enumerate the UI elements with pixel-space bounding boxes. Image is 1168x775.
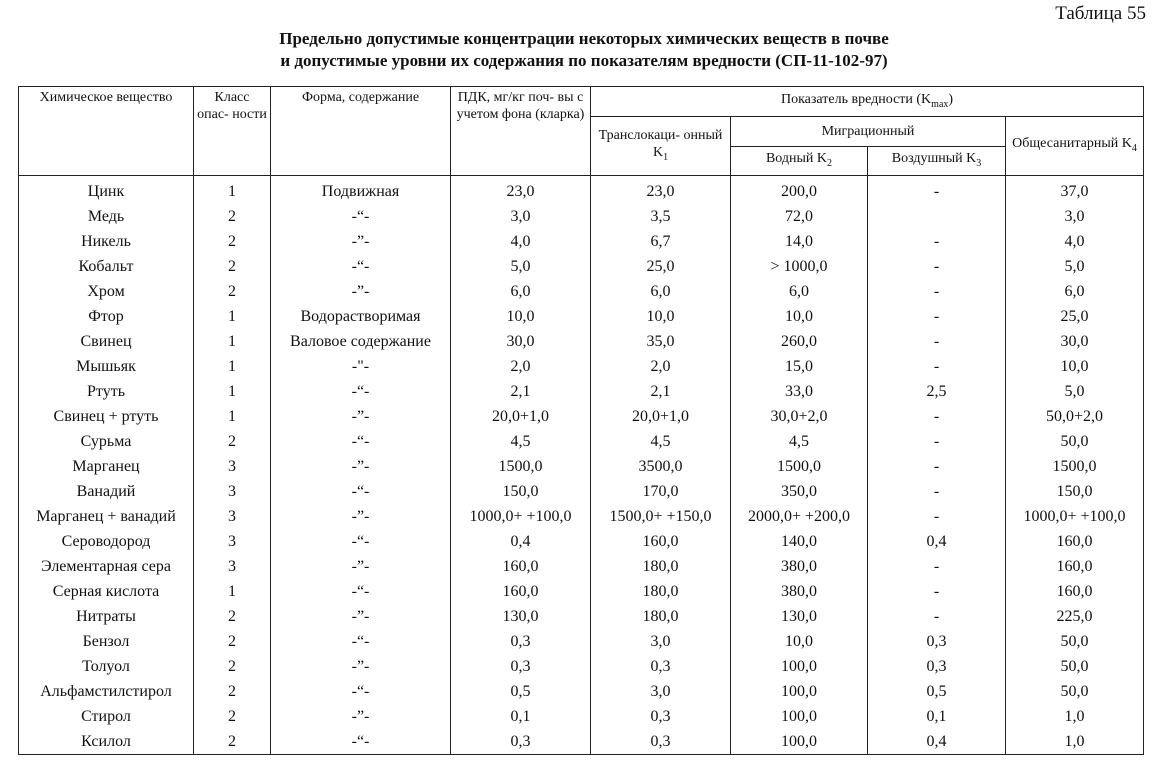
cell-form: -“- bbox=[271, 204, 451, 229]
cell-form: -“- bbox=[271, 679, 451, 704]
cell-hazard-class: 2 bbox=[194, 429, 271, 454]
header-air: Воздушный $K_3$ bbox=[868, 147, 1006, 176]
cell-sanitary: 4,0 bbox=[1006, 229, 1144, 254]
cell-water: 260,0 bbox=[731, 329, 868, 354]
cell-form: -“- bbox=[271, 254, 451, 279]
cell-form: -”- bbox=[271, 704, 451, 729]
cell-translocation: 3,0 bbox=[591, 629, 731, 654]
cell-air: 0,5 bbox=[868, 679, 1006, 704]
table-row bbox=[19, 704, 1144, 729]
cell-substance: Альфамстилстирол bbox=[19, 679, 194, 704]
cell-form: -”- bbox=[271, 404, 451, 429]
cell-sanitary: 10,0 bbox=[1006, 354, 1144, 379]
cell-sanitary: 1500,0 bbox=[1006, 454, 1144, 479]
cell-substance: Хром bbox=[19, 279, 194, 304]
cell-water: 380,0 bbox=[731, 579, 868, 604]
cell-translocation: 25,0 bbox=[591, 254, 731, 279]
table-number: Таблица 55 bbox=[1055, 3, 1146, 24]
cell-air: 0,4 bbox=[868, 729, 1006, 755]
header-hazard-indicator: Показатель вредности $(K_{max})$ bbox=[591, 87, 1144, 117]
cell-air: - bbox=[868, 279, 1006, 304]
cell-form: -"- bbox=[271, 354, 451, 379]
cell-air bbox=[868, 204, 1006, 229]
cell-translocation: 4,5 bbox=[591, 429, 731, 454]
cell-form: -“- bbox=[271, 529, 451, 554]
cell-sanitary: 6,0 bbox=[1006, 279, 1144, 304]
cell-substance: Цинк bbox=[19, 176, 194, 205]
cell-pdk: 3,0 bbox=[451, 204, 591, 229]
cell-water: 4,5 bbox=[731, 429, 868, 454]
table-row bbox=[19, 279, 1144, 304]
cell-sanitary: 1000,0+ +100,0 bbox=[1006, 504, 1144, 529]
table-row bbox=[19, 354, 1144, 379]
table-row bbox=[19, 429, 1144, 454]
cell-hazard-class: 2 bbox=[194, 254, 271, 279]
cell-water: 14,0 bbox=[731, 229, 868, 254]
cell-hazard-class: 2 bbox=[194, 604, 271, 629]
cell-substance: Ксилол bbox=[19, 729, 194, 755]
cell-sanitary: 1,0 bbox=[1006, 704, 1144, 729]
table-body bbox=[19, 176, 1144, 755]
table-row bbox=[19, 176, 1144, 205]
table-row bbox=[19, 604, 1144, 629]
cell-hazard-class: 3 bbox=[194, 504, 271, 529]
cell-air: - bbox=[868, 354, 1006, 379]
cell-translocation: 6,0 bbox=[591, 279, 731, 304]
cell-form: Валовое содержание bbox=[271, 329, 451, 354]
cell-air: - bbox=[868, 429, 1006, 454]
cell-hazard-class: 1 bbox=[194, 579, 271, 604]
cell-pdk: 5,0 bbox=[451, 254, 591, 279]
cell-substance: Марганец bbox=[19, 454, 194, 479]
header-form: Форма, содержание bbox=[271, 87, 451, 176]
cell-substance: Никель bbox=[19, 229, 194, 254]
cell-sanitary: 37,0 bbox=[1006, 176, 1144, 205]
cell-sanitary: 160,0 bbox=[1006, 529, 1144, 554]
cell-form: -”- bbox=[271, 504, 451, 529]
cell-substance: Элементарная сера bbox=[19, 554, 194, 579]
cell-pdk: 10,0 bbox=[451, 304, 591, 329]
cell-air: - bbox=[868, 176, 1006, 205]
cell-form: -”- bbox=[271, 604, 451, 629]
header-pdk: ПДК, мг/кг поч- вы с учетом фона (кларка) bbox=[451, 87, 591, 176]
cell-translocation: 6,7 bbox=[591, 229, 731, 254]
cell-air: - bbox=[868, 329, 1006, 354]
table-row bbox=[19, 629, 1144, 654]
cell-pdk: 4,5 bbox=[451, 429, 591, 454]
cell-substance: Свинец + ртуть bbox=[19, 404, 194, 429]
cell-sanitary: 150,0 bbox=[1006, 479, 1144, 504]
cell-hazard-class: 1 bbox=[194, 354, 271, 379]
cell-hazard-class: 2 bbox=[194, 654, 271, 679]
cell-hazard-class: 2 bbox=[194, 704, 271, 729]
cell-substance: Медь bbox=[19, 204, 194, 229]
cell-sanitary: 50,0 bbox=[1006, 654, 1144, 679]
table-row bbox=[19, 529, 1144, 554]
cell-pdk: 2,1 bbox=[451, 379, 591, 404]
cell-water: > 1000,0 bbox=[731, 254, 868, 279]
cell-water: 100,0 bbox=[731, 704, 868, 729]
cell-sanitary: 30,0 bbox=[1006, 329, 1144, 354]
cell-water: 6,0 bbox=[731, 279, 868, 304]
cell-substance: Марганец + ванадий bbox=[19, 504, 194, 529]
cell-air: 2,5 bbox=[868, 379, 1006, 404]
cell-pdk: 1000,0+ +100,0 bbox=[451, 504, 591, 529]
cell-hazard-class: 2 bbox=[194, 629, 271, 654]
cell-form: -“- bbox=[271, 729, 451, 755]
cell-water: 30,0+2,0 bbox=[731, 404, 868, 429]
cell-form: Водорастворимая bbox=[271, 304, 451, 329]
cell-pdk: 20,0+1,0 bbox=[451, 404, 591, 429]
cell-form: Подвижная bbox=[271, 176, 451, 205]
cell-pdk: 0,5 bbox=[451, 679, 591, 704]
table-row bbox=[19, 679, 1144, 704]
cell-substance: Бензол bbox=[19, 629, 194, 654]
cell-pdk: 160,0 bbox=[451, 554, 591, 579]
cell-translocation: 2,1 bbox=[591, 379, 731, 404]
cell-water: 100,0 bbox=[731, 679, 868, 704]
cell-pdk: 0,4 bbox=[451, 529, 591, 554]
table-row bbox=[19, 379, 1144, 404]
cell-substance: Кобальт bbox=[19, 254, 194, 279]
cell-sanitary: 160,0 bbox=[1006, 554, 1144, 579]
cell-water: 10,0 bbox=[731, 629, 868, 654]
cell-substance: Стирол bbox=[19, 704, 194, 729]
cell-hazard-class: 3 bbox=[194, 454, 271, 479]
cell-air: 0,1 bbox=[868, 704, 1006, 729]
cell-water: 350,0 bbox=[731, 479, 868, 504]
cell-form: -“- bbox=[271, 479, 451, 504]
cell-pdk: 160,0 bbox=[451, 579, 591, 604]
cell-pdk: 130,0 bbox=[451, 604, 591, 629]
cell-water: 380,0 bbox=[731, 554, 868, 579]
cell-form: -“- bbox=[271, 379, 451, 404]
cell-hazard-class: 1 bbox=[194, 329, 271, 354]
cell-translocation: 0,3 bbox=[591, 654, 731, 679]
cell-pdk: 23,0 bbox=[451, 176, 591, 205]
cell-substance: Толуол bbox=[19, 654, 194, 679]
title-line-1: Предельно допустимые концентрации некоторых химических веществ в почве bbox=[279, 29, 889, 48]
cell-pdk: 6,0 bbox=[451, 279, 591, 304]
cell-water: 140,0 bbox=[731, 529, 868, 554]
cell-water: 15,0 bbox=[731, 354, 868, 379]
header-substance: Химическое вещество bbox=[19, 87, 194, 176]
cell-pdk: 0,3 bbox=[451, 654, 591, 679]
cell-translocation: 35,0 bbox=[591, 329, 731, 354]
cell-pdk: 0,1 bbox=[451, 704, 591, 729]
cell-substance: Ванадий bbox=[19, 479, 194, 504]
cell-form: -“- bbox=[271, 579, 451, 604]
header-sanitary: Общесанитарный $K_4$ bbox=[1006, 117, 1144, 176]
cell-air: - bbox=[868, 604, 1006, 629]
cell-translocation: 23,0 bbox=[591, 176, 731, 205]
cell-translocation: 1500,0+ +150,0 bbox=[591, 504, 731, 529]
cell-hazard-class: 1 bbox=[194, 379, 271, 404]
cell-air: - bbox=[868, 579, 1006, 604]
cell-water: 2000,0+ +200,0 bbox=[731, 504, 868, 529]
cell-water: 1500,0 bbox=[731, 454, 868, 479]
cell-sanitary: 50,0 bbox=[1006, 679, 1144, 704]
cell-substance: Мышьяк bbox=[19, 354, 194, 379]
cell-translocation: 3,5 bbox=[591, 204, 731, 229]
cell-form: -“- bbox=[271, 629, 451, 654]
cell-air: - bbox=[868, 454, 1006, 479]
cell-water: 72,0 bbox=[731, 204, 868, 229]
cell-water: 100,0 bbox=[731, 654, 868, 679]
cell-form: -“- bbox=[271, 429, 451, 454]
table-row bbox=[19, 554, 1144, 579]
cell-translocation: 180,0 bbox=[591, 554, 731, 579]
table-row bbox=[19, 454, 1144, 479]
cell-translocation: 180,0 bbox=[591, 604, 731, 629]
cell-sanitary: 225,0 bbox=[1006, 604, 1144, 629]
cell-hazard-class: 2 bbox=[194, 279, 271, 304]
cell-translocation: 3,0 bbox=[591, 679, 731, 704]
cell-sanitary: 1,0 bbox=[1006, 729, 1144, 755]
cell-hazard-class: 2 bbox=[194, 229, 271, 254]
title-line-2: и допустимые уровни их содержания по показателям вредности (СП-11-102-97) bbox=[280, 51, 888, 70]
cell-air: 0,3 bbox=[868, 629, 1006, 654]
table-row bbox=[19, 479, 1144, 504]
cell-hazard-class: 3 bbox=[194, 529, 271, 554]
cell-sanitary: 25,0 bbox=[1006, 304, 1144, 329]
cell-hazard-class: 3 bbox=[194, 479, 271, 504]
cell-sanitary: 50,0 bbox=[1006, 429, 1144, 454]
cell-water: 10,0 bbox=[731, 304, 868, 329]
cell-translocation: 160,0 bbox=[591, 529, 731, 554]
table-row bbox=[19, 504, 1144, 529]
cell-hazard-class: 2 bbox=[194, 679, 271, 704]
table-row bbox=[19, 579, 1144, 604]
cell-hazard-class: 3 bbox=[194, 554, 271, 579]
cell-form: -”- bbox=[271, 554, 451, 579]
header-water: Водный $K_2$ bbox=[731, 147, 868, 176]
cell-translocation: 0,3 bbox=[591, 729, 731, 755]
cell-translocation: 10,0 bbox=[591, 304, 731, 329]
cell-pdk: 0,3 bbox=[451, 729, 591, 755]
cell-translocation: 170,0 bbox=[591, 479, 731, 504]
table-row bbox=[19, 204, 1144, 229]
cell-substance: Свинец bbox=[19, 329, 194, 354]
cell-translocation: 3500,0 bbox=[591, 454, 731, 479]
cell-sanitary: 3,0 bbox=[1006, 204, 1144, 229]
cell-form: -”- bbox=[271, 279, 451, 304]
cell-substance: Сурьма bbox=[19, 429, 194, 454]
cell-substance: Серная кислота bbox=[19, 579, 194, 604]
cell-water: 100,0 bbox=[731, 729, 868, 755]
cell-hazard-class: 2 bbox=[194, 729, 271, 755]
cell-water: 33,0 bbox=[731, 379, 868, 404]
pdk-table bbox=[18, 86, 1144, 755]
cell-pdk: 0,3 bbox=[451, 629, 591, 654]
cell-translocation: 180,0 bbox=[591, 579, 731, 604]
cell-hazard-class: 1 bbox=[194, 404, 271, 429]
table-row bbox=[19, 404, 1144, 429]
cell-pdk: 30,0 bbox=[451, 329, 591, 354]
cell-hazard-class: 2 bbox=[194, 204, 271, 229]
cell-air: 0,4 bbox=[868, 529, 1006, 554]
cell-substance: Сероводород bbox=[19, 529, 194, 554]
cell-translocation: 20,0+1,0 bbox=[591, 404, 731, 429]
header-migration: Миграционный bbox=[731, 117, 1006, 147]
cell-air: 0,3 bbox=[868, 654, 1006, 679]
cell-water: 200,0 bbox=[731, 176, 868, 205]
cell-substance: Фтор bbox=[19, 304, 194, 329]
cell-translocation: 2,0 bbox=[591, 354, 731, 379]
document-title bbox=[0, 28, 1168, 72]
cell-sanitary: 160,0 bbox=[1006, 579, 1144, 604]
cell-air: - bbox=[868, 229, 1006, 254]
cell-pdk: 1500,0 bbox=[451, 454, 591, 479]
cell-hazard-class: 1 bbox=[194, 304, 271, 329]
cell-sanitary: 50,0 bbox=[1006, 629, 1144, 654]
cell-air: - bbox=[868, 554, 1006, 579]
cell-air: - bbox=[868, 304, 1006, 329]
table-row bbox=[19, 254, 1144, 279]
table-row bbox=[19, 329, 1144, 354]
cell-sanitary: 50,0+2,0 bbox=[1006, 404, 1144, 429]
cell-pdk: 4,0 bbox=[451, 229, 591, 254]
cell-pdk: 2,0 bbox=[451, 354, 591, 379]
cell-air: - bbox=[868, 479, 1006, 504]
cell-form: -”- bbox=[271, 454, 451, 479]
cell-sanitary: 5,0 bbox=[1006, 379, 1144, 404]
cell-pdk: 150,0 bbox=[451, 479, 591, 504]
table-row bbox=[19, 654, 1144, 679]
cell-form: -”- bbox=[271, 654, 451, 679]
header-translocation: Транслокаци- онный $K_1$ bbox=[591, 117, 731, 176]
cell-water: 130,0 bbox=[731, 604, 868, 629]
table-row bbox=[19, 304, 1144, 329]
cell-substance: Нитраты bbox=[19, 604, 194, 629]
header-hazard-class: Класс опас- ности bbox=[194, 87, 271, 176]
cell-air: - bbox=[868, 254, 1006, 279]
cell-air: - bbox=[868, 504, 1006, 529]
cell-form: -”- bbox=[271, 229, 451, 254]
table-row bbox=[19, 729, 1144, 755]
cell-hazard-class: 1 bbox=[194, 176, 271, 205]
cell-air: - bbox=[868, 404, 1006, 429]
cell-translocation: 0,3 bbox=[591, 704, 731, 729]
cell-sanitary: 5,0 bbox=[1006, 254, 1144, 279]
cell-substance: Ртуть bbox=[19, 379, 194, 404]
table-row bbox=[19, 229, 1144, 254]
